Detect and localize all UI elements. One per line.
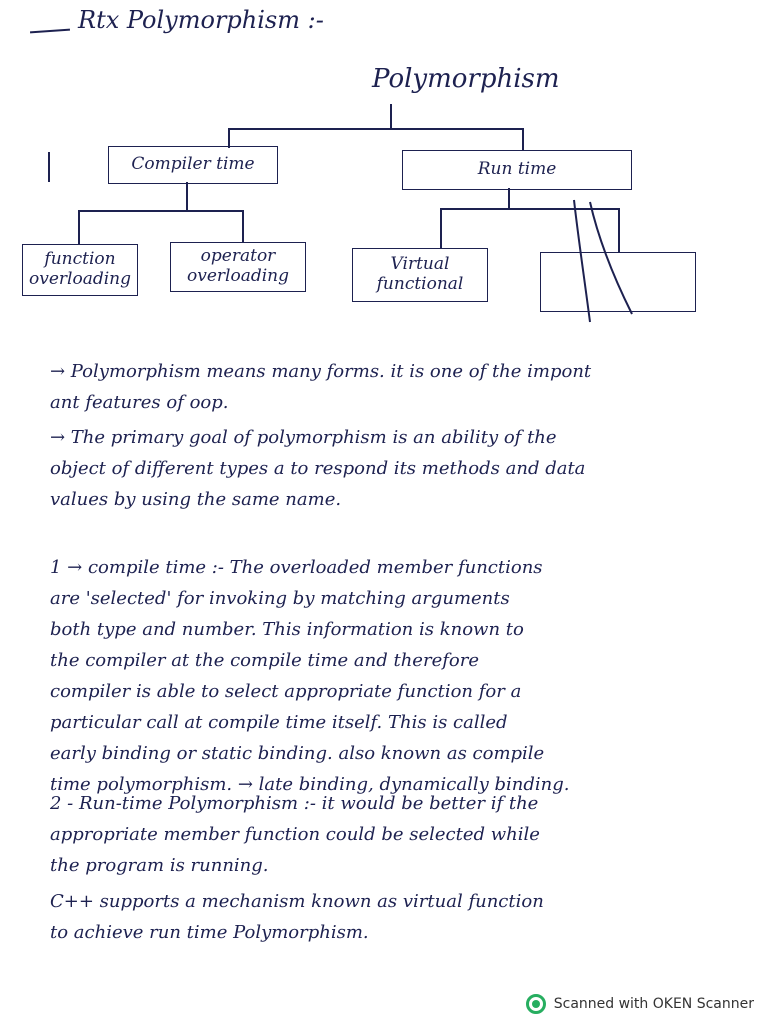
heading-dash [30,29,70,34]
function-overloading-box [22,244,138,296]
scanner-watermark [526,994,754,1014]
operator-overloading-label: operator overloading [187,246,289,286]
cpp-virtual-note: C++ supports a mechanism known as virtual function to achieve run time Polymorphism. [50,891,544,943]
run-stem [508,188,510,210]
run-time-box [402,150,632,190]
compile-left-drop [78,210,80,244]
compile-stem [186,182,188,210]
diagram-root-label: Polymorphism [372,64,560,94]
compile-time-box [108,146,278,184]
scanner-logo-icon [526,994,546,1014]
top-branch [228,128,524,130]
virtual-functions-label: Virtual functional [376,254,464,294]
margin-mark [48,152,50,182]
intro-point-1: → Polymorphism means many forms. it is one of the impont ant features of oop. [50,361,592,413]
root-stem [390,104,392,128]
function-overloading-label: function overloading [29,249,131,289]
compile-time-label: Compiler time [131,154,255,175]
operator-overloading-box [170,242,306,292]
run-time-section: 2 - Run-time Polymorphism :- it would be better if the appropriate member function could be selected while the program is running. [50,793,540,876]
right-branch-drop [522,128,524,150]
compile-right-drop [242,210,244,242]
cross-out-strokes [560,196,640,326]
compile-time-section: 1 → compile time :- The overloaded member functions are 'selected' for invoking by matching arguments both type and number. This information is known to the compiler at the compile time and therefore compiler is able to select appropriate function for a particular call at compile time itself. This is called early binding or static binding. also known as compile time polymorphism. → late binding, dynamically binding. [50,557,570,795]
scanner-label: Scanned with OKEN Scanner [553,996,754,1012]
run-time-label: Run time [477,159,557,180]
run-left-drop [440,208,442,248]
page-heading: Rtx Polymorphism :- [78,6,324,34]
intro-point-2: → The primary goal of polymorphism is an ability of the object of different types a to respond its methods and data values by using the same name. [50,427,586,510]
virtual-functions-box [352,248,488,302]
left-branch-drop [228,128,230,148]
compile-branch [78,210,244,212]
